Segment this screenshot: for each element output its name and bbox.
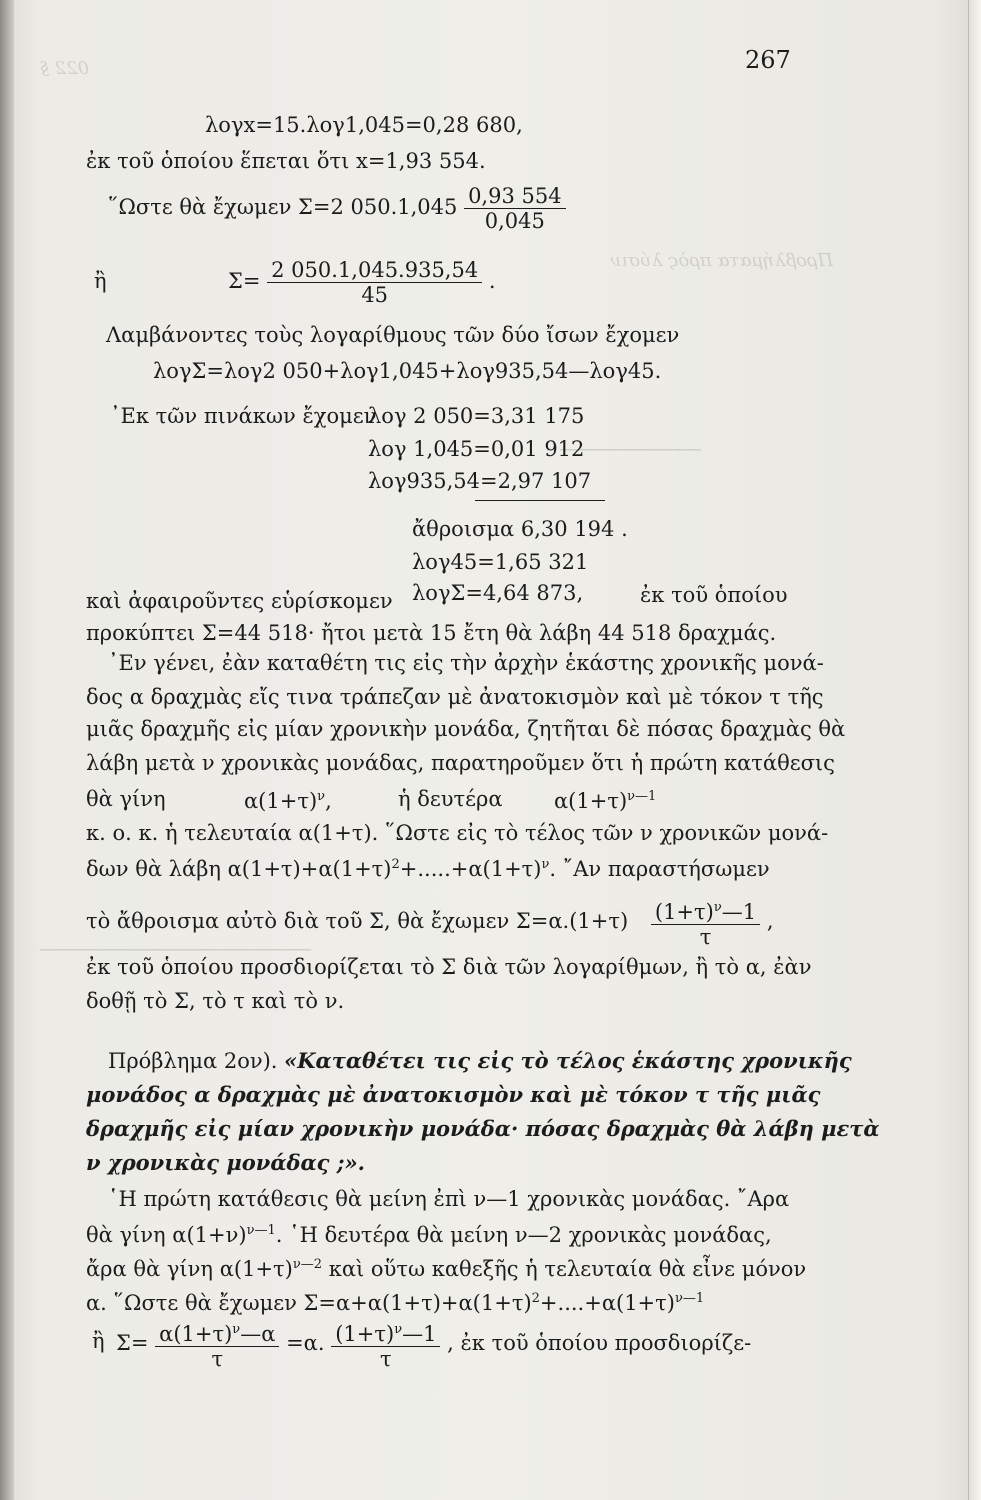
log-value: λογ 1,045=0,01 912	[368, 437, 585, 461]
fraction-numerator: 2 050.1,045.935,54	[267, 258, 482, 283]
formula-exponent: ν	[232, 1322, 241, 1337]
equation-line	[108, 184, 566, 233]
text-part: καὶ οὕτω καθεξῆς ἡ τελευταία θὰ εἶνε μόνον	[322, 1257, 807, 1281]
formula	[244, 784, 332, 814]
equation-prefix: τὸ ἄθροισμα αὐτὸ διὰ τοῦ Σ, θὰ ἔχωμεν Σ=α.(1+τ)	[86, 909, 629, 933]
formula-exponent: ν—1	[674, 1291, 705, 1306]
text-line	[86, 1252, 806, 1282]
equation-end: , ἐκ τοῦ ὁποίου προσδιορίζε-	[447, 1331, 752, 1355]
num-part: —1	[721, 900, 757, 924]
fraction	[155, 1318, 279, 1371]
text-line: ἡ δευτέρα	[398, 787, 503, 811]
text-line: μιᾶς δραχμῆς εἰς μίαν χρονικὴν μονάδα, ζητῆται δὲ πόσας δραχμὰς θὰ	[86, 717, 846, 741]
text-part: +....+α(1+τ)	[539, 1291, 675, 1315]
show-through: Προβλήματα πρὸς λύσιν	[610, 250, 834, 271]
problem-statement: «Καταθέτει τις εἰς τὸ τέλος ἑκάστης χρονικῆς	[284, 1048, 852, 1073]
fraction-numerator	[651, 896, 760, 925]
text-part: δων θὰ λάβη α(1+τ)+α(1+τ)	[86, 857, 392, 881]
formula-exponent: 2	[531, 1291, 540, 1306]
formula	[554, 784, 656, 814]
text-part: . ῎Αν παραστήσωμεν	[549, 857, 770, 881]
show-through: ─────────────────────────	[40, 940, 311, 961]
show-through: 022 §	[40, 58, 90, 79]
equation-prefix: Σ=	[116, 1331, 149, 1355]
text-part: θὰ γίνη α(1+ν)	[86, 1223, 247, 1247]
equation-mid: =α.	[286, 1331, 325, 1355]
num-part: —1	[402, 1322, 437, 1346]
binding-shadow	[0, 0, 14, 1500]
conjunction: ἢ	[94, 269, 107, 293]
fraction-denominator: τ	[211, 1347, 224, 1371]
num-part: (1+τ)	[654, 900, 714, 924]
formula-exponent: ν—2	[292, 1257, 323, 1272]
fraction-denominator: τ	[380, 1347, 392, 1371]
text-line: καὶ ἀφαιροῦντες εὑρίσκομεν	[86, 589, 393, 613]
equation-line: λογΣ=λογ2 050+λογ1,045+λογ935,54—λογ45.	[153, 359, 662, 383]
fraction	[331, 1318, 440, 1371]
text-part: α. ῞Ωστε θὰ ἔχωμεν Σ=α+α(1+τ)+α(1+τ)	[86, 1291, 532, 1315]
text-line: λάβη μετὰ ν χρονικὰς μονάδας, παρατηροῦμεν ὅτι ἡ πρώτη κατάθεσις	[86, 751, 835, 775]
text-line	[86, 852, 770, 882]
fraction	[651, 896, 760, 949]
problem-line	[108, 1048, 852, 1074]
equation-end: ,	[766, 909, 774, 933]
equation-end: .	[488, 269, 496, 293]
problem-label: Πρόβλημα 2ον).	[108, 1049, 278, 1073]
text-line: κ. ο. κ. ἡ τελευταία α(1+τ). ῞Ωστε εἰς τὸ τέλος τῶν ν χρονικῶν μονά-	[86, 821, 829, 845]
equation-line	[228, 258, 496, 307]
text-line: ἐκ τοῦ ὁποίου προσδιορίζεται τὸ Σ διὰ τῶν λογαρίθμων, ἢ τὸ α, ἐὰν	[86, 955, 812, 979]
equation-line: λογx=15.λογ1,045=0,28 680,	[205, 113, 523, 137]
log-value: λογ 2 050=3,31 175	[368, 404, 585, 428]
fraction-numerator	[155, 1318, 279, 1347]
text-part: ἄρα θὰ γίνη α(1+τ)	[86, 1257, 293, 1281]
formula-base: α(1+τ)	[554, 789, 628, 813]
formula-exponent: ν	[541, 857, 550, 872]
text-part: +.....+α(1+τ)	[399, 857, 542, 881]
equation-prefix: Σ=	[228, 269, 261, 293]
text-line: δοθῇ τὸ Σ, τὸ τ καὶ τὸ ν.	[86, 989, 345, 1013]
equation-line	[116, 1318, 751, 1371]
text-line: ῾Η πρώτη κατάθεσις θὰ μείνη ἐπὶ ν—1 χρονικὰς μονάδας. ῎Αρα	[108, 1187, 790, 1211]
formula-exponent: 2	[391, 857, 400, 872]
text-line: προκύπτει Σ=44 518· ἤτοι μετὰ 15 ἔτη θὰ λάβη 44 518 δραχμάς.	[86, 621, 777, 645]
sum-rule	[475, 500, 605, 501]
fraction-numerator: 0,93 554	[464, 184, 566, 209]
text-line: ᾿Εν γένει, ἐὰν καταθέτη τις εἰς τὴν ἀρχὴν ἑκάστης χρονικῆς μονά-	[108, 651, 824, 675]
text-part: . ῾Η δευτέρα θὰ μείνη ν—2 χρονικὰς μονάδας,	[275, 1223, 772, 1247]
page-number: 267	[745, 46, 791, 74]
text-line	[86, 1218, 772, 1248]
fraction	[267, 258, 482, 307]
formula-punct: ,	[325, 789, 332, 813]
problem-statement: μονάδος α δραχμὰς μὲ ἀνατοκισμὸν καὶ μὲ τόκον τ τῆς μιᾶς	[86, 1082, 821, 1107]
text-line: θὰ γίνη	[86, 787, 166, 811]
num-part: (1+τ)	[335, 1322, 395, 1346]
num-part: α(1+τ)	[159, 1322, 233, 1346]
formula-exponent: ν	[317, 789, 326, 804]
text-line: ἐκ τοῦ ὁποίου ἕπεται ὅτι x=1,93 554.	[86, 149, 486, 173]
show-through: ─────────────	[560, 440, 701, 461]
log-value: λογ45=1,65 321	[412, 550, 589, 574]
equation-prefix: ῞Ωστε θὰ ἔχωμεν Σ=2 050.1,045	[108, 195, 458, 219]
fraction-numerator	[331, 1318, 440, 1347]
formula-exponent: ν	[713, 900, 722, 915]
text-line	[86, 1286, 704, 1316]
fraction-denominator: 45	[361, 283, 389, 307]
text-line: ᾿Εκ τῶν πινάκων ἔχομεν	[110, 404, 377, 428]
formula-exponent: ν—1	[246, 1223, 276, 1238]
fraction	[464, 184, 566, 233]
log-value: λογ935,54=2,97 107	[368, 469, 592, 493]
text-line: ἐκ τοῦ ὁποίου	[640, 583, 788, 607]
page-edge	[968, 0, 981, 1500]
log-sum: ἄθροισμα 6,30 194 .	[412, 517, 628, 541]
text-line: δος α δραχμὰς εἴς τινα τράπεζαν μὲ ἀνατοκισμὸν καὶ μὲ τόκον τ τῆς	[86, 685, 824, 709]
formula-exponent: ν	[394, 1322, 403, 1337]
formula-base: α(1+τ)	[244, 789, 318, 813]
log-result: λογΣ=4,64 873,	[412, 581, 584, 605]
problem-statement: ν χρονικὰς μονάδας ;».	[86, 1150, 365, 1175]
num-part: —α	[240, 1322, 276, 1346]
formula-exponent: ν—1	[627, 789, 657, 804]
fraction-denominator: 0,045	[484, 209, 545, 233]
problem-statement: δραχμῆς εἰς μίαν χρονικὴν μονάδα· πόσας δραχμὰς θὰ λάβη μετὰ	[86, 1116, 880, 1141]
equation-line	[86, 896, 774, 949]
conjunction: ἢ	[92, 1329, 105, 1353]
text-line: Λαμβάνοντες τοὺς λογαρίθμους τῶν δύο ἴσων ἔχομεν	[106, 323, 680, 347]
fraction-denominator: τ	[699, 925, 712, 949]
